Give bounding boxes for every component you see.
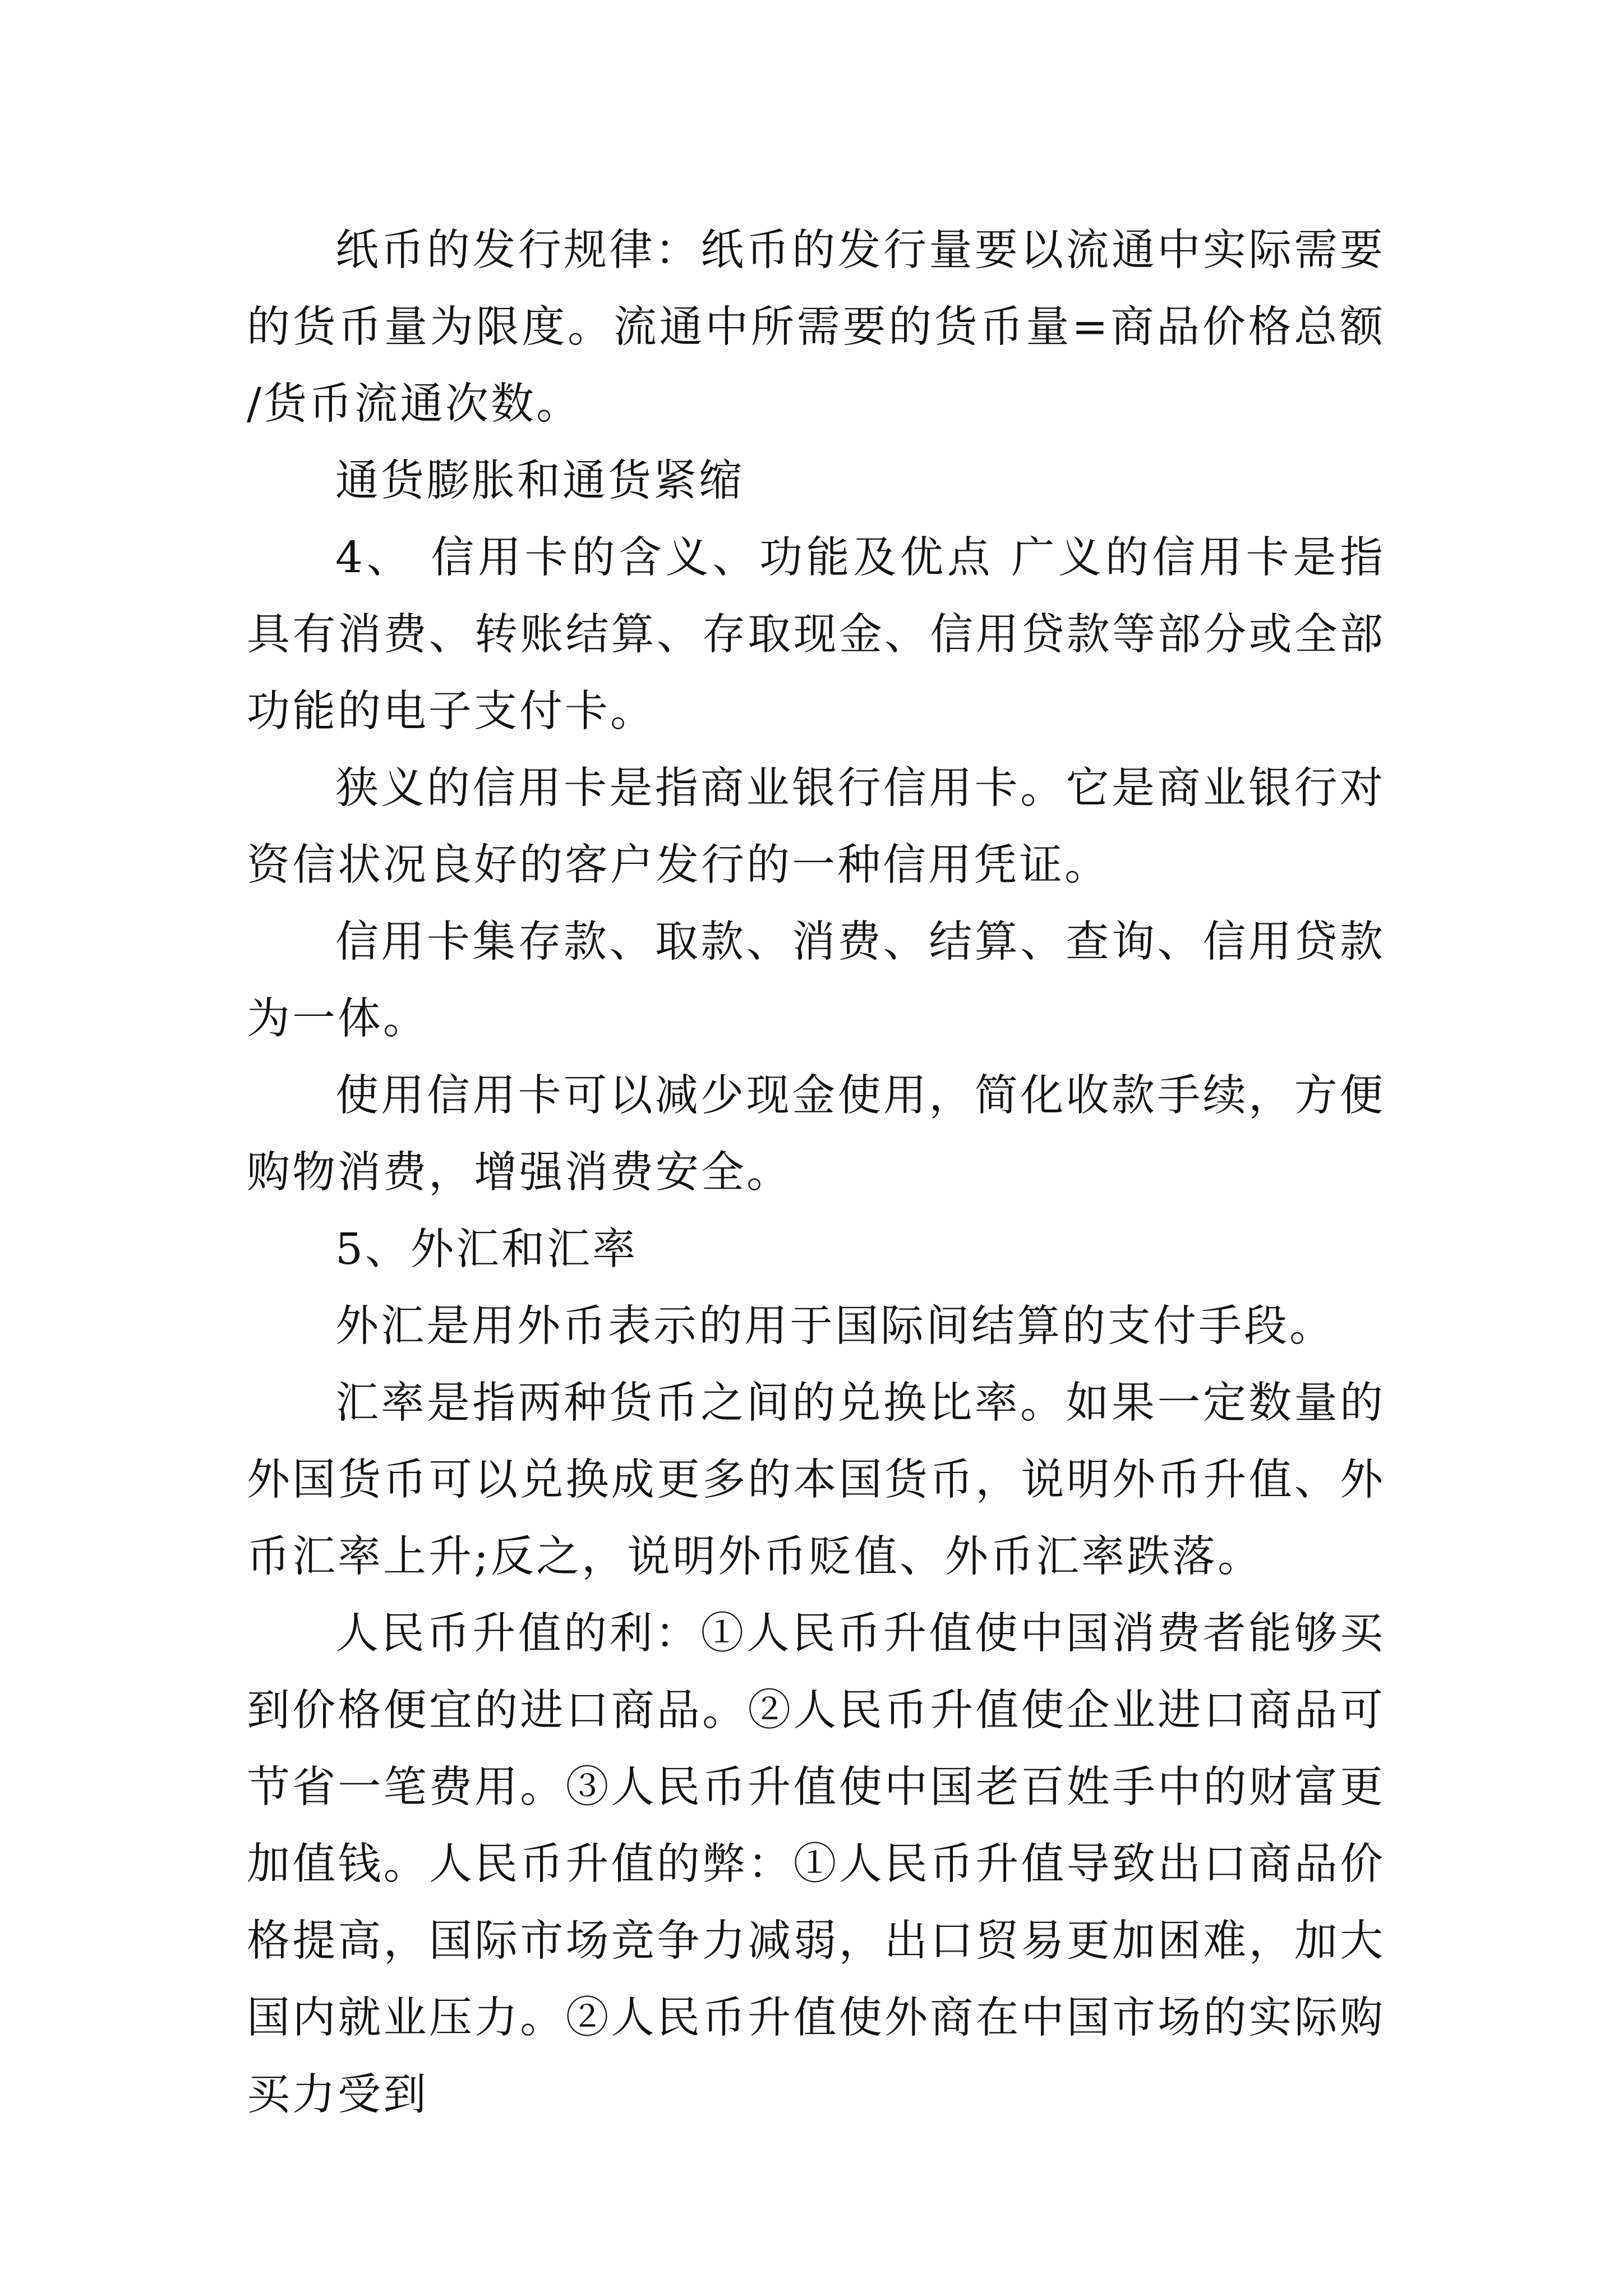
paragraph-credit-card-benefits: 使用信用卡可以减少现金使用，简化收款手续，方便购物消费，增强消费安全。 — [247, 1071, 1385, 1198]
paragraph-credit-card-narrow: 狭义的信用卡是指商业银行信用卡。它是商业银行对资信状况良好的客户发行的一种信用凭证。 — [247, 763, 1385, 890]
paragraph-forex-definition: 外汇是用外币表示的用于国际间结算的支付手段。 — [335, 1301, 1335, 1351]
paragraph-inflation-deflation: 通货膨胀和通货紧缩 — [335, 456, 744, 506]
paragraph-forex-heading: 5、外汇和汇率 — [335, 1225, 638, 1274]
paragraph-credit-card-functions: 信用卡集存款、取款、消费、结算、查询、信用贷款为一体。 — [247, 917, 1385, 1044]
paragraph-paper-money-law: 纸币的发行规律：纸币的发行量要以流通中实际需要的货币量为限度。流通中所需要的货币量=商品价格总额/货币流通次数。 — [247, 226, 1385, 429]
paragraph-credit-card-broad: 4、 信用卡的含义、功能及优点 广义的信用卡是指具有消费、转账结算、存取现金、信用贷款等部分或全部功能的电子支付卡。 — [247, 533, 1385, 737]
paragraph-exchange-rate: 汇率是指两种货币之间的兑换比率。如果一定数量的外国货币可以兑换成更多的本国货币，说明外币升值、外币汇率上升;反之，说明外币贬值、外币汇率跌落。 — [247, 1378, 1385, 1582]
paragraph-rmb-appreciation: 人民币升值的利：①人民币升值使中国消费者能够买到价格便宜的进口商品。②人民币升值使企业进口商品可节省一笔费用。③人民币升值使中国老百姓手中的财富更加值钱。人民币升值的弊：①人民币升值导致出口商品价格提高，国际市场竞争力减弱，出口贸易更加困难，加大国内就业压力。②人民币升值使外商在中国市场的实际购买力受到 — [247, 1609, 1385, 2120]
body-text — [247, 212, 1385, 2133]
